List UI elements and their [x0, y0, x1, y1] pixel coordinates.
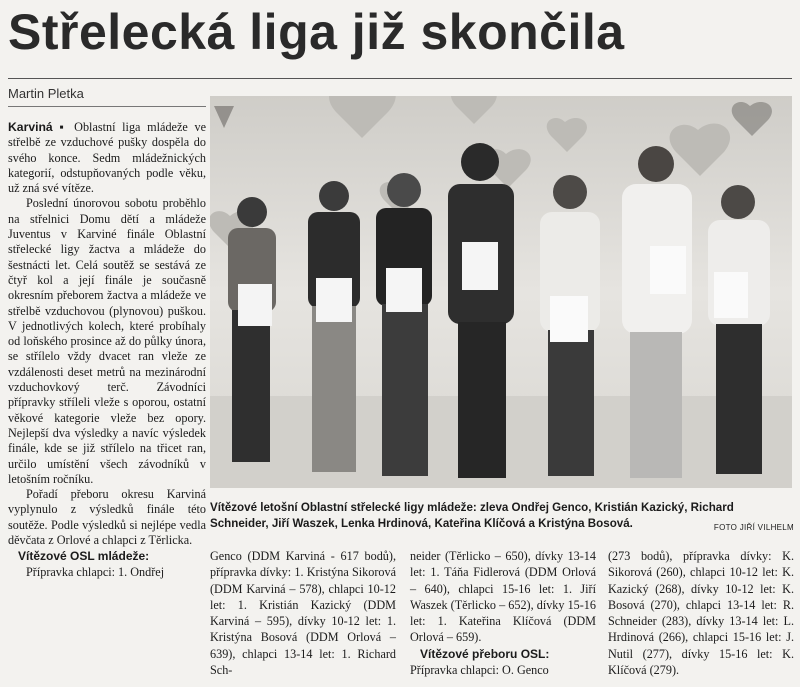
- results-column-1: [210, 548, 396, 678]
- results-heading: Vítězové přeboru OSL:: [420, 646, 550, 661]
- headline-rule: [8, 78, 792, 79]
- results-text: Přípravka chlapci: 1. Ondřej: [26, 564, 165, 579]
- body-paragraph: Poslední únorovou sobotu proběhlo na střelnici Domu dětí a mládeže Juventus v Karviné finále Oblastní střelecké ligy žactva a mládeže do šestnácti let. Celá soutěž se sestává ze čtyř kol a její finále je současně okresním přeborem žactva a mládeže ve střelbě vzduchovou (plynovou) puškou. V jednotlivých kolech, které probíhaly od loňského prosince až do půlky února, se střílelo vždy dvacet ran vleže ze vzdálenosti deset metrů na mezinárodní vzduchovkový terč. Závodníci přípravky stříleli vleže s oporou, ostatní věkové kategorie vleže bez opory. Nejlepší dva výsledky a navíc výsledek finále, kde se již střílelo na třicet ran, určilo umístění všech závodníků v letošním ročníku.: [8, 196, 206, 486]
- caption-text: Vítězové letošní Oblastní střelecké ligy mládeže: zleva Ondřej Genco, Kristián Kazický, Richard Schneider, Jiří Waszek, Lenka Hrdinová, Kateřina Klíčová a Kristýna Bosová.: [210, 501, 734, 530]
- lead-text: Oblastní liga mládeže ve střelbě ze vzduchové pušky dospěla do svého konce. Sedm mládežnických kategorií, odstupňovaných podle věku, už zná své vítěze.: [8, 120, 206, 196]
- byline-rule: [8, 106, 206, 107]
- headline: Střelecká liga již skončila: [8, 4, 625, 60]
- results-text: (273 bodů), přípravka dívky: K. Sikorová (260), chlapci 10-12 let: K. Kazický (268), dívky 10-12 let: K. Bosová (270), chlapci 13-14 let: R. Schneider (283), dívky 13-14 let: L. Hrdinová (266), chlapci 15-16 let: J. Nutil (277), dívky 15-16 let: K. Klíčová (279).: [608, 549, 794, 678]
- results-column-3: [608, 548, 794, 678]
- body-paragraph: Pořadí přeboru okresu Karviná vyplynulo z výsledků finále této soutěže. Podle výsledků si nejlépe vedla děvčata z Orlové a chlapci z Těrlicka.: [8, 487, 206, 548]
- results-text: neider (Těrlicko – 650), dívky 13-14 let: 1. Táňa Fidlerová (DDM Orlová – 640), chlapci 15-16 let: 1. Jiří Waszek (Těrlicko – 652), dívky 15-16 let: 1. Kateřina Klíčová (DDM Orlová – 659).: [410, 549, 596, 645]
- photo-credit: FOTO JIŘÍ VILHELM: [713, 523, 794, 532]
- results-column-2: [410, 548, 596, 678]
- team-photo: [210, 96, 792, 488]
- results-text: Genco (DDM Karviná - 617 bodů), přípravka dívky: 1. Kristýna Sikorová (DDM Karviná – 578), chlapci 10-12 let: 1. Kristián Kazický (DDM Karviná – 595), dívky 10-12 let: 1. Kristýna Bosová (DDM Orlová – 639), chlapci 13-14 let: 1. Richard Sch-: [210, 549, 396, 678]
- photo-illustration: [210, 96, 792, 488]
- results-text: Přípravka chlapci: O. Genco: [410, 663, 549, 678]
- photo-caption: [210, 500, 794, 536]
- results-heading: Vítězové OSL mládeže:: [18, 549, 150, 564]
- lead-paragraph: Karviná ▪ Oblastní liga mládeže ve střelbě ze vzduchové pušky dospěla do svého konce. Sedm mládežnických kategorií, odstupňovaných podle věku, už zná své vítěze.: [8, 120, 206, 196]
- article-left-column: [8, 120, 206, 580]
- author-byline: Martin Pletka: [8, 86, 84, 101]
- dateline: Karviná: [8, 120, 53, 134]
